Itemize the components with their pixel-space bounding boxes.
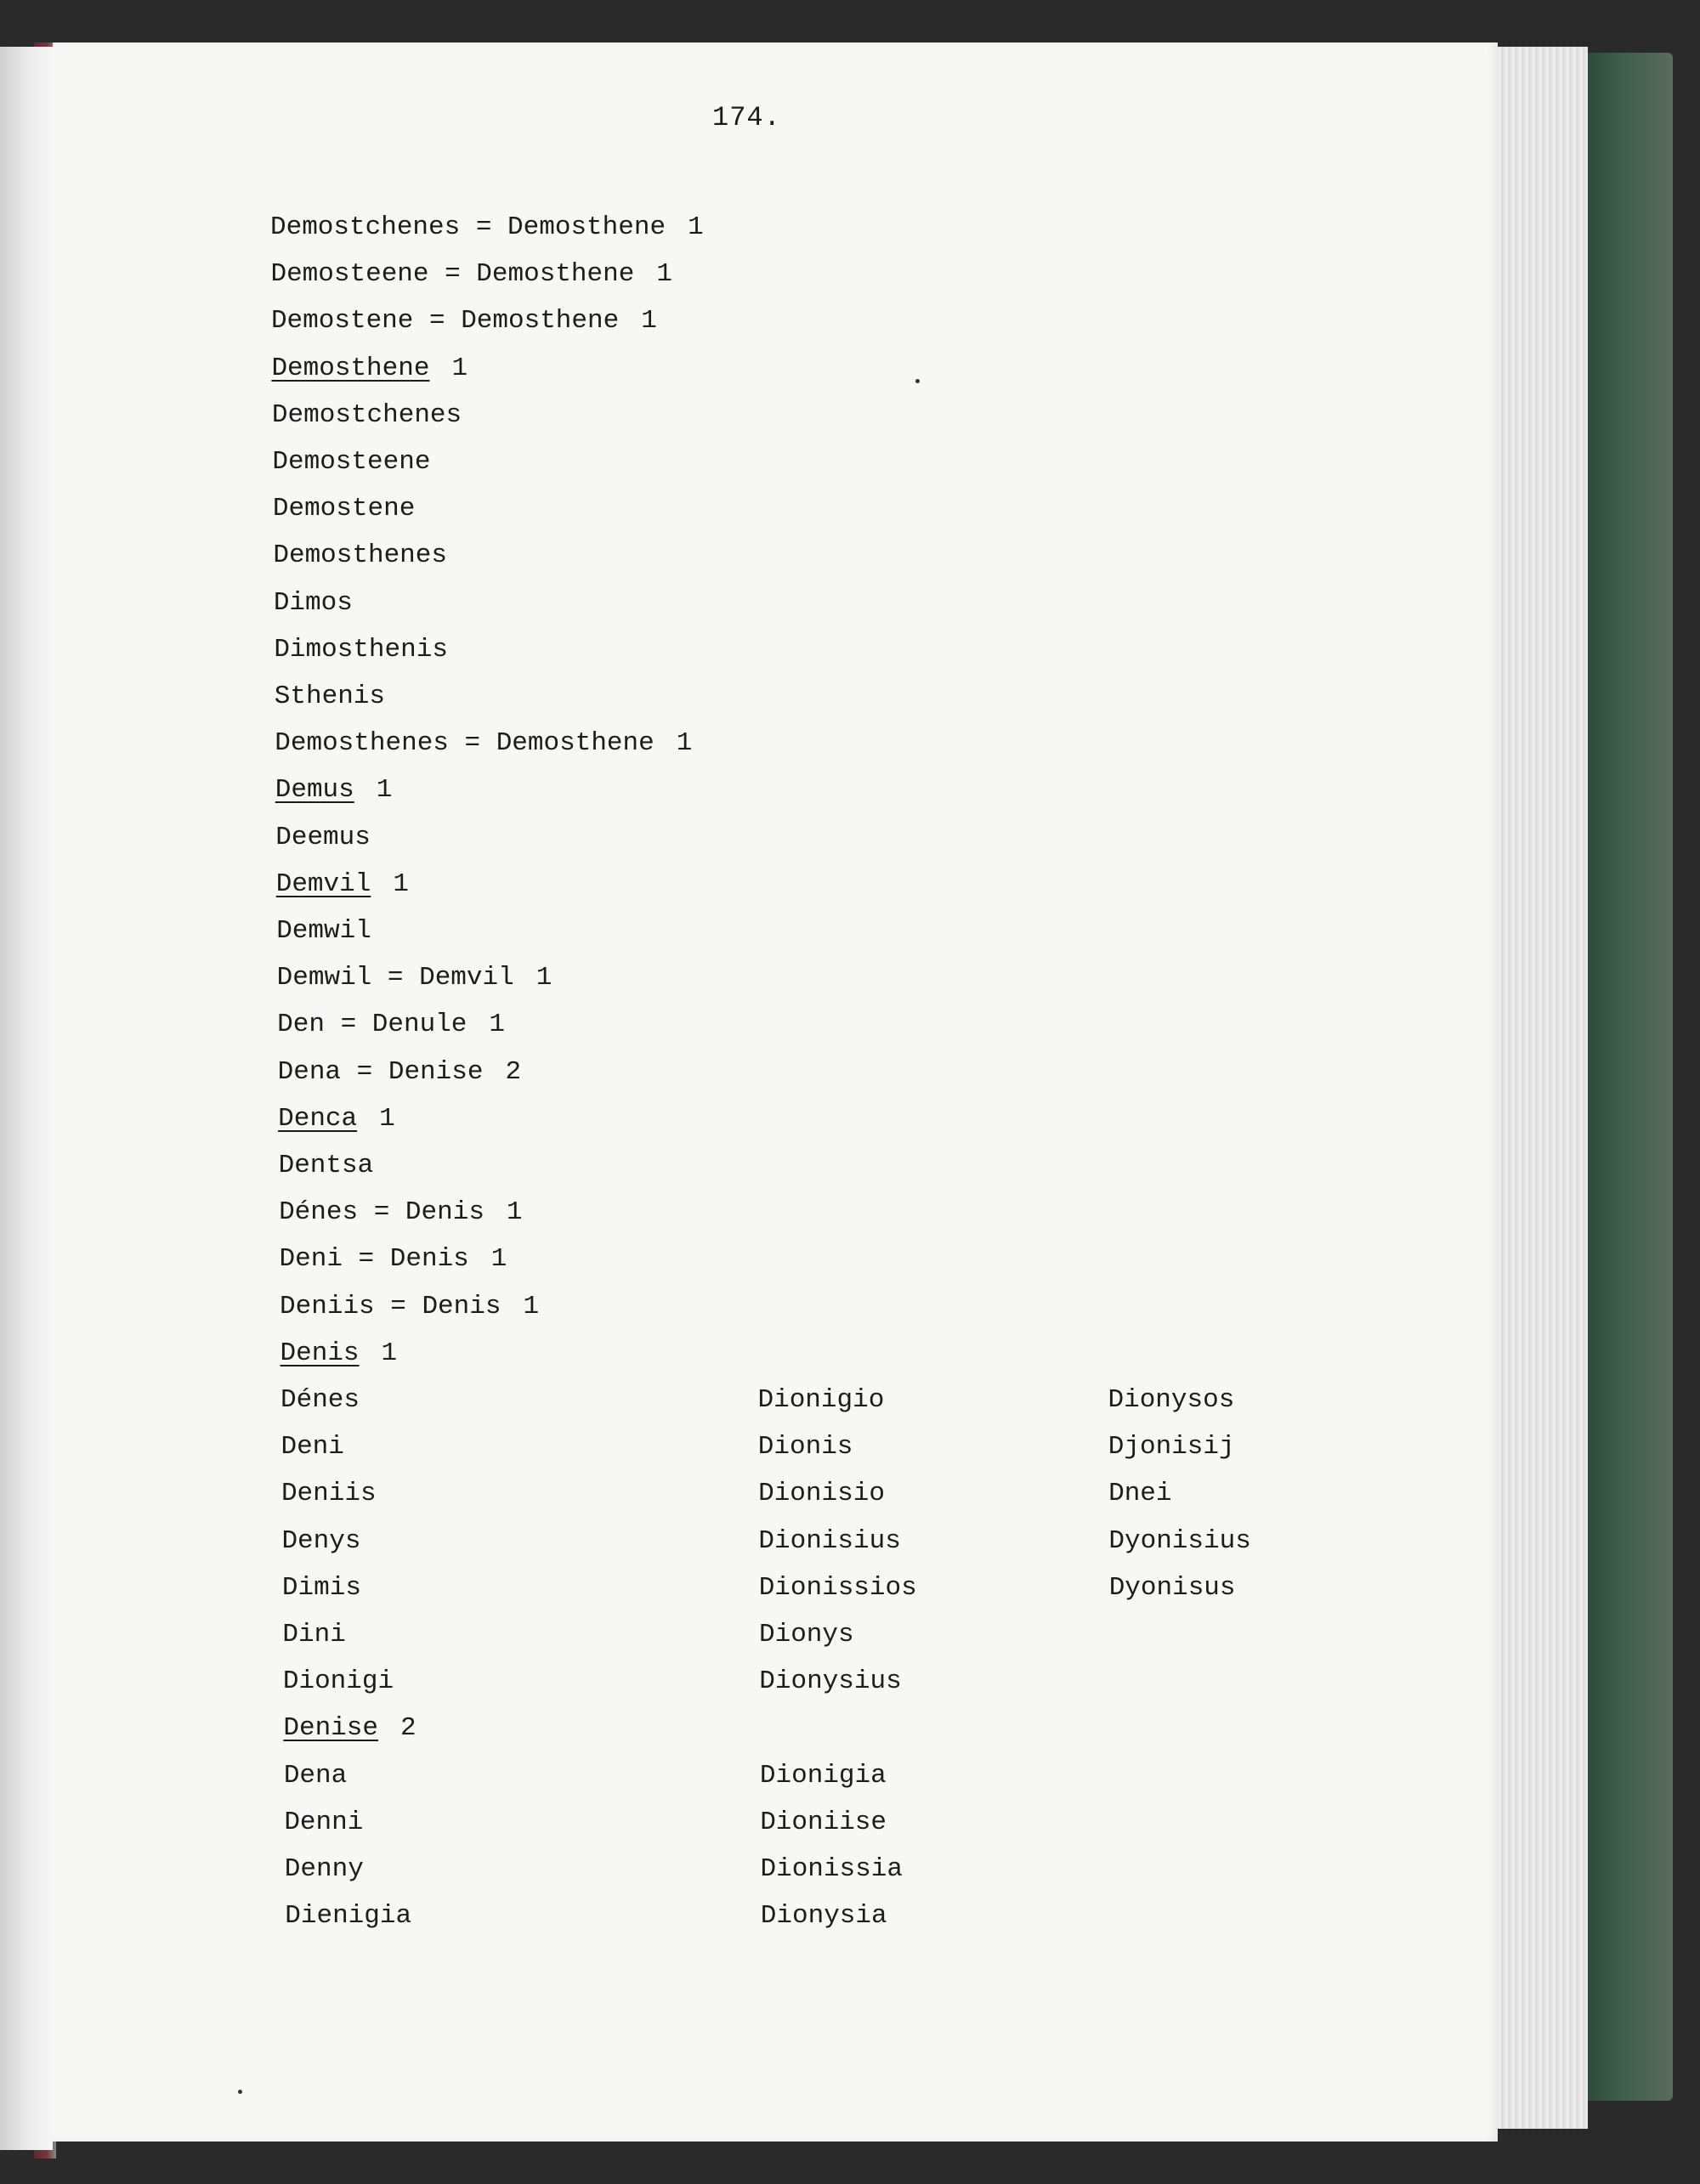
variant-name: Dyonisius <box>1108 1525 1251 1556</box>
variant-name: Dionysos <box>1108 1385 1235 1415</box>
index-entry <box>279 1149 374 1183</box>
entry-count: 2 <box>505 1056 522 1087</box>
index-entry <box>281 1525 360 1559</box>
index-entry <box>274 633 448 667</box>
variant-name: Dionigio <box>757 1385 885 1415</box>
index-entry <box>280 1242 507 1276</box>
index-entry <box>284 1806 363 1840</box>
entry-name: Dénes <box>280 1385 360 1415</box>
index-entry <box>275 727 692 761</box>
entry-name: Dena <box>283 1760 348 1791</box>
index-entry <box>279 1196 522 1230</box>
entry-count: 1 <box>451 353 468 383</box>
index-entry <box>282 1618 345 1652</box>
variant-name: Dionisius <box>758 1525 901 1556</box>
index-entry <box>271 304 657 338</box>
entry-name: Denys <box>281 1525 361 1556</box>
index-entry <box>276 868 409 902</box>
index-entry <box>270 211 704 245</box>
index-entry <box>280 1290 539 1324</box>
index-entry <box>280 1430 343 1464</box>
page-number: 174. <box>712 102 781 133</box>
index-entry <box>270 257 672 291</box>
entry-name: Dini <box>282 1620 346 1649</box>
index-entry <box>283 1712 416 1746</box>
entry-name: Demosteene = Demosthene <box>270 259 635 290</box>
entry-name: Dimis <box>281 1572 361 1603</box>
index-entry <box>280 1383 360 1417</box>
entry-count: 1 <box>656 259 672 290</box>
variant-name: Dioniise <box>760 1807 887 1837</box>
entry-count: 1 <box>376 775 393 806</box>
entry-name: Den = Denule <box>277 1010 468 1040</box>
entry-name: Denca <box>278 1103 358 1134</box>
index-entry <box>273 539 447 573</box>
entry-name: Demwil <box>276 916 371 946</box>
index-entry <box>283 1665 394 1699</box>
index-entry <box>284 1759 347 1793</box>
entry-count: 1 <box>676 728 693 759</box>
book-cover-right <box>1588 53 1673 2101</box>
index-entry <box>275 680 385 714</box>
variant-name: Dionysia <box>760 1901 887 1932</box>
entry-name: Demostene <box>272 494 416 524</box>
variant-name: Dionys <box>759 1620 854 1649</box>
index-entry <box>285 1899 411 1933</box>
index-entry <box>275 821 371 855</box>
entry-name: Deniis <box>280 1479 377 1509</box>
entry-count: 1 <box>490 1244 507 1275</box>
index-entry <box>273 492 415 526</box>
variant-name: Dionissia <box>760 1854 903 1884</box>
entry-count: 1 <box>489 1010 506 1040</box>
entry-count: 1 <box>393 869 409 899</box>
entry-name: Dimosthenis <box>274 634 448 665</box>
entry-name: Demosthenes = Demosthene <box>275 728 654 759</box>
entry-name: Demvil <box>275 869 371 899</box>
index-entry <box>278 1055 521 1089</box>
variant-name: Dionissios <box>758 1572 917 1603</box>
paper-speck <box>915 379 920 383</box>
left-page-edge <box>0 47 53 2150</box>
entry-name: Demwil = Demvil <box>276 963 514 993</box>
entry-name: Demosteene <box>272 447 431 477</box>
entry-name: Dena = Denise <box>277 1056 484 1087</box>
entry-name: Deniis = Denis <box>280 1291 502 1321</box>
index-entry <box>272 399 462 433</box>
index-entry <box>285 1853 364 1887</box>
entry-name: Demosthene <box>271 353 430 383</box>
entry-name: Demus <box>275 775 354 806</box>
variant-name: Dyonisus <box>1108 1572 1236 1603</box>
entry-name: Demostchenes = Demosthene <box>270 212 666 242</box>
entry-name: Dionigi <box>282 1666 394 1697</box>
entry-count: 1 <box>381 1338 398 1368</box>
entry-name: Deemus <box>275 822 371 852</box>
variant-name: Dionisio <box>758 1479 885 1509</box>
entry-name: Demostene = Demosthene <box>270 306 620 337</box>
index-entry <box>276 914 371 948</box>
entry-count: 1 <box>688 212 704 242</box>
entry-name: Dénes = Denis <box>279 1197 484 1228</box>
entry-name: Sthenis <box>274 682 386 711</box>
index-entry <box>282 1571 361 1605</box>
entry-name: Denise <box>283 1713 378 1744</box>
entry-count: 1 <box>536 963 552 993</box>
variant-name: Dionigia <box>759 1760 887 1791</box>
entry-name: Deni = Denis <box>279 1244 469 1275</box>
entry-name: Deni <box>280 1432 344 1463</box>
entry-count: 1 <box>379 1103 395 1134</box>
variant-name: Dnei <box>1108 1479 1172 1509</box>
page-stack-edge <box>1498 47 1588 2129</box>
variant-name: Dionysius <box>759 1666 902 1697</box>
entry-name: Denis <box>280 1338 360 1368</box>
index-entry <box>281 1477 377 1511</box>
variant-name: Dionis <box>757 1432 853 1463</box>
entry-count: 1 <box>506 1197 523 1228</box>
paper-speck <box>238 2090 242 2094</box>
entry-name: Demosthenes <box>273 540 447 571</box>
index-entry <box>274 586 353 620</box>
entry-count: 1 <box>523 1291 540 1321</box>
entry-count: 2 <box>400 1713 416 1744</box>
index-entry <box>280 1337 398 1371</box>
index-entry <box>277 961 552 995</box>
index-entry <box>278 1102 395 1136</box>
index-entry <box>277 1008 505 1042</box>
index-entry <box>272 445 430 479</box>
index-entry <box>271 352 468 386</box>
variant-name: Djonisij <box>1108 1432 1235 1463</box>
entry-name: Denni <box>284 1807 364 1837</box>
entry-count: 1 <box>641 306 657 337</box>
entry-name: Dienigia <box>285 1901 412 1932</box>
entry-name: Demostchenes <box>271 399 462 430</box>
index-entry <box>275 773 393 807</box>
entry-name: Dentsa <box>278 1151 374 1180</box>
entry-name: Denny <box>284 1854 364 1884</box>
entry-name: Dimos <box>273 587 353 618</box>
